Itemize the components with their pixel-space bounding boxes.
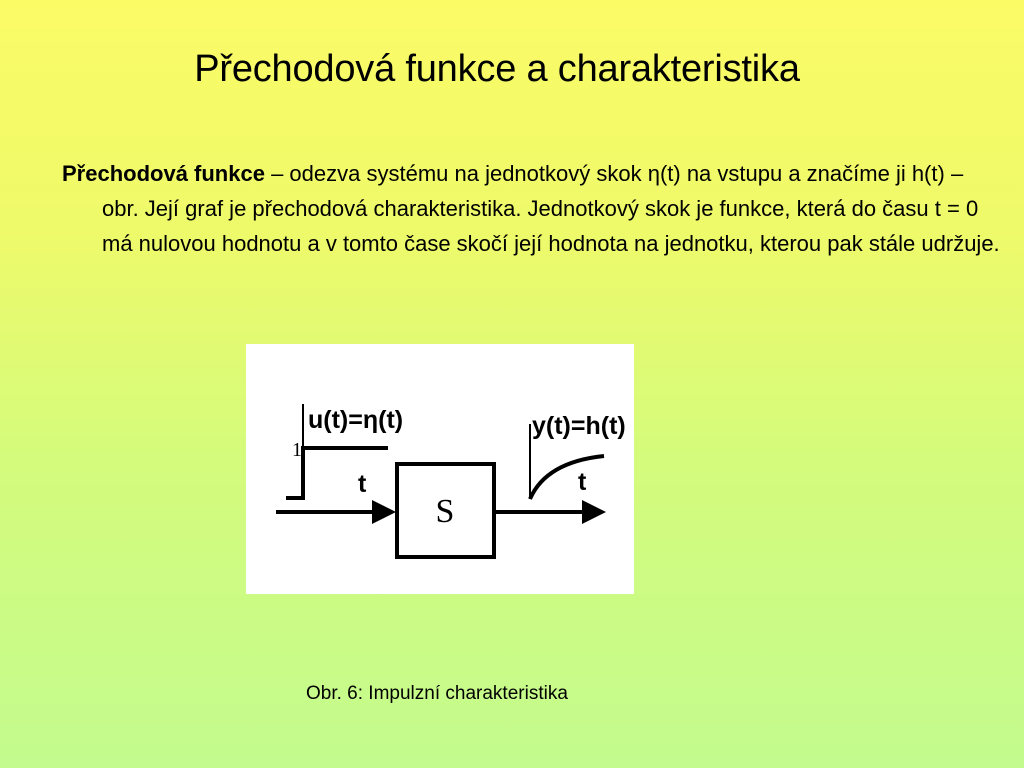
- output-response-curve: [530, 456, 604, 499]
- step-level-label: 1: [292, 439, 302, 461]
- block-diagram-figure: [246, 344, 634, 594]
- slide-title: Přechodová funkce a charakteristika: [194, 48, 800, 90]
- figure-caption: Obr. 6: Impulzní charakteristika: [306, 683, 568, 704]
- system-block-label: S: [435, 493, 455, 530]
- definition-term: Přechodová funkce: [62, 161, 265, 186]
- input-time-label: t: [358, 470, 367, 498]
- definition-paragraph: [62, 156, 1002, 261]
- block-diagram: [246, 344, 634, 594]
- input-signal-label: u(t)=η(t): [308, 406, 404, 434]
- output-time-label: t: [578, 468, 587, 496]
- definition-text: – odezva systému na jednotkový skok η(t) na vstupu a značíme ji h(t) – obr. Její graf je přechodová charakteristika. Jednotkový skok je funkce, která do času t = 0 má nulovou hodnotu a v tomto čase skočí její hodnota na jednotku, kterou pak stále udržuje.: [102, 161, 1000, 256]
- output-signal-label: y(t)=h(t): [532, 412, 626, 440]
- output-arrow-head: [582, 500, 606, 524]
- input-arrow-head: [372, 500, 396, 524]
